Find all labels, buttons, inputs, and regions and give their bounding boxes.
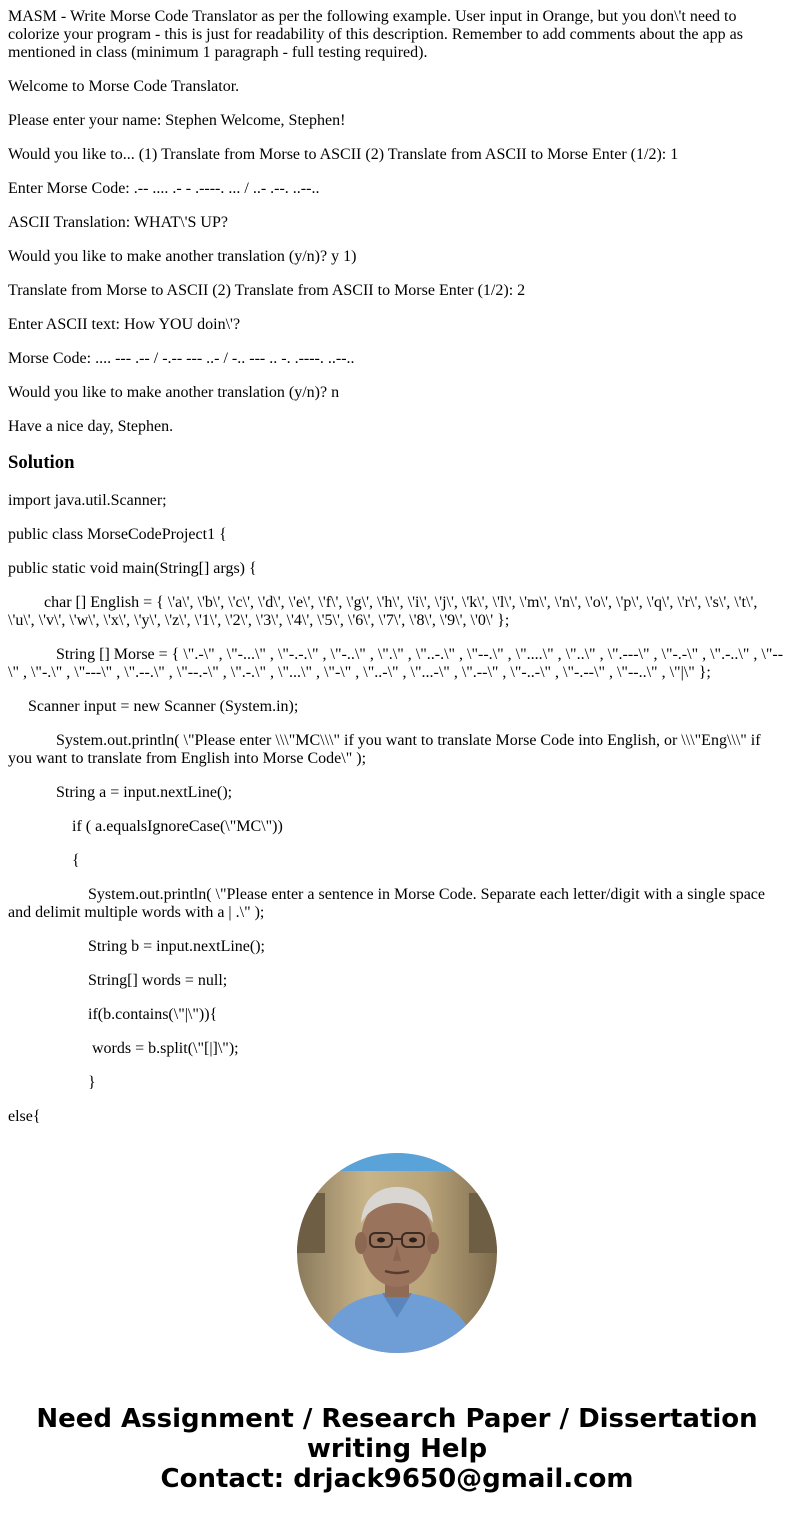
code-line: public static void main(String[] args) { <box>8 560 257 577</box>
example-line: Morse Code: .... --- .-- / -.-- --- ..- / -.. --- .. -. .----. ..--.. <box>8 350 355 367</box>
code-line: String[] words = null; <box>8 972 228 989</box>
example-line: Please enter your name: Stephen Welcome, Stephen! <box>8 112 346 129</box>
question-intro: MASM - Write Morse Code Translator as per the following example. User input in Orange, but you don\'t need to colorize your program - this is just for readability of this description. Remember to add comments about the app as mentioned in class (minimum 1 paragraph - full testing required). <box>8 8 747 61</box>
promo-contact: Contact: drjack9650@gmail.com <box>160 1464 634 1494</box>
example-line: ASCII Translation: WHAT\'S UP? <box>8 214 228 231</box>
code-line: System.out.println( \"Please enter \\\"MC\\\" if you want to translate Morse Code into English, or \\\"Eng\\\" if you want to translate from English into Morse Code\" ); <box>8 732 765 767</box>
example-line: Enter Morse Code: .-- .... .- - .----. ... / ..- .--. ..--.. <box>8 180 320 197</box>
author-avatar <box>297 1153 497 1353</box>
example-line: Would you like to make another translation (y/n)? n <box>8 384 340 401</box>
example-line: Would you like to make another translation (y/n)? y 1) <box>8 248 357 265</box>
code-line: } <box>8 1074 96 1091</box>
code-line: char [] English = { \'a\', \'b\', \'c\', \'d\', \'e\', \'f\', \'g\', \'h\', \'i\', \'j\', \'k\', \'l\', \'m\', \'n\', \'o\', \'p\', \'q\', \'r\', \'s\', \'t\', \'u\', \'v\', \'w\', \'x\', \'y\', \'z\', \'1\', \'2\', \'3\', \'4\', \'5\', \'6\', \'7\', \'8\', \'9\', \'0\' }; <box>8 594 762 629</box>
example-line: Translate from Morse to ASCII (2) Translate from ASCII to Morse Enter (1/2): 2 <box>8 282 526 299</box>
example-line: Welcome to Morse Code Translator. <box>8 78 240 95</box>
example-line: Enter ASCII text: How YOU doin\'? <box>8 316 241 333</box>
code-line: public class MorseCodeProject1 { <box>8 526 227 543</box>
code-line: String [] Morse = { \".-\" , \"-...\" , \"-.-.\" , \"-..\" , \".\" , \"..-.\" , \"--.\" , \"....\" , \"..\" , \".---\" , \"-.-\" , \".-..\" , \"--\" , \"-.\" , \"---\" , \".--.\" , \"--.-\" , \".-.\" , \"...\" , \"-\" , \"..-\" , \"...-\" , \".--\" , \"-..-\" , \"-.--\" , \"--..\" , \"|\" }; <box>8 646 784 681</box>
code-line: else{ <box>8 1108 41 1123</box>
code-line: if ( a.equalsIgnoreCase(\"MC\")) <box>8 818 283 835</box>
example-line: Have a nice day, Stephen. <box>8 418 174 435</box>
code-line: System.out.println( \"Please enter a sentence in Morse Code. Separate each letter/digit with a single space and delimit multiple words with a | .\" ); <box>8 886 769 921</box>
promo-line: Need Assignment / Research Paper / Dissertation <box>36 1404 758 1434</box>
code-line: if(b.contains(\"|\")){ <box>8 1006 218 1023</box>
question-content <box>8 8 786 1123</box>
promo-banner <box>0 1404 794 1494</box>
promo-line: writing Help <box>306 1434 488 1464</box>
code-line: String a = input.nextLine(); <box>8 784 233 801</box>
code-line: String b = input.nextLine(); <box>8 938 265 955</box>
example-line: Would you like to... (1) Translate from Morse to ASCII (2) Translate from ASCII to Morse Enter (1/2): 1 <box>8 146 679 163</box>
code-line: { <box>8 852 80 869</box>
code-line: import java.util.Scanner; <box>8 492 167 509</box>
code-line: Scanner input = new Scanner (System.in); <box>8 698 299 715</box>
solution-heading: Solution <box>8 452 75 473</box>
code-line: words = b.split(\"[|]\"); <box>8 1040 239 1057</box>
